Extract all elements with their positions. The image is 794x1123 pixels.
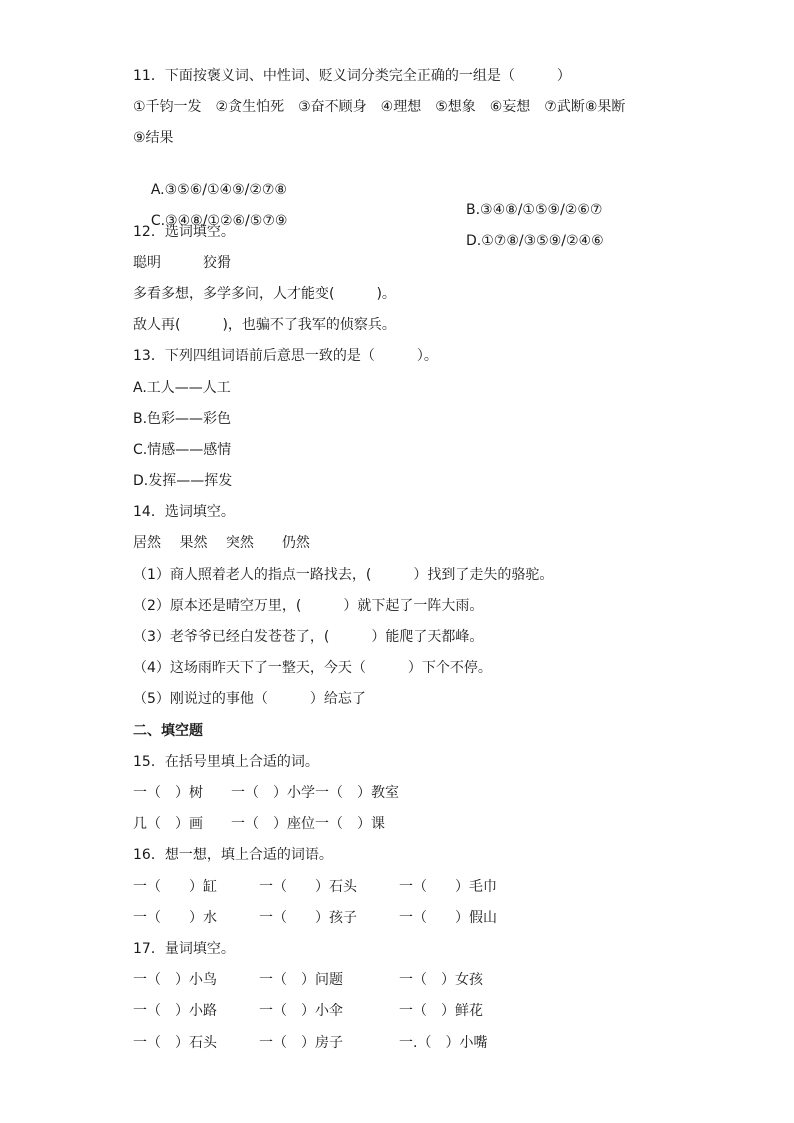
question-16-row-1: 一（ ）缸 一（ ）石头 一（ ）毛巾 bbox=[133, 879, 497, 895]
question-12-word-bank: 聪明 狡猾 bbox=[133, 255, 231, 271]
question-11-items: ①千钧一发 ②贪生怕死 ③奋不顾身 ④理想 ⑤想象 ⑥妄想 ⑦武断⑧果断 bbox=[133, 99, 626, 115]
question-12-stem: 12．选词填空。 bbox=[133, 224, 235, 240]
section-heading-fill-blank: 二、填空题 bbox=[133, 723, 203, 739]
question-14-item-4: （4）这场雨昨天下了一整天，今天（ ）下个不停。 bbox=[133, 660, 492, 676]
question-17-row-3: 一（ ）石头 一（ ）房子 一.（ ）小嘴 bbox=[133, 1035, 488, 1051]
question-11-stem: 11．下面按褒义词、中性词、贬义词分类完全正确的一组是（ ） bbox=[133, 68, 571, 84]
question-14-item-3: （3）老爷爷已经白发苍苍了，( ）能爬了天都峰。 bbox=[133, 629, 484, 645]
question-16-row-2: 一（ ）水 一（ ）孩子 一（ ）假山 bbox=[133, 910, 497, 926]
question-11-option-c: C.③④⑧/①②⑥/⑤⑦⑨ bbox=[150, 213, 288, 229]
question-11-items-cont: ⑨结果 bbox=[133, 130, 174, 146]
question-17-row-1: 一（ ）小鸟 一（ ）问题 一（ ）女孩 bbox=[133, 972, 483, 988]
question-14-word-bank: 居然 果然 突然 仍然 bbox=[133, 535, 310, 551]
question-13-option-c: C.情感——感情 bbox=[133, 442, 232, 458]
question-14-item-2: （2）原本还是晴空万里，( ）就下起了一阵大雨。 bbox=[133, 598, 484, 614]
question-14-item-1: （1）商人照着老人的指点一路找去，( ）找到了走失的骆驼。 bbox=[133, 567, 554, 583]
question-14-item-5: （5）刚说过的事他（ ）给忘了 bbox=[133, 691, 366, 707]
question-17-stem: 17．量词填空。 bbox=[133, 941, 235, 957]
question-14-stem: 14．选词填空。 bbox=[133, 504, 235, 520]
question-12-sentence-1: 多看多想，多学多问，人才能变( )。 bbox=[133, 286, 396, 302]
question-11-option-b: B.③④⑧/①⑤⑨/②⑥⑦ bbox=[466, 202, 603, 218]
question-16-stem: 16．想一想，填上合适的词语。 bbox=[133, 847, 333, 863]
question-12-sentence-2: 敌人再( )，也骗不了我军的侦察兵。 bbox=[133, 317, 396, 333]
question-11-option-d: D.①⑦⑧/③⑤⑨/②④⑥ bbox=[466, 233, 604, 249]
question-15-stem: 15．在括号里填上合适的词。 bbox=[133, 754, 319, 770]
question-11-option-a: A.③⑤⑥/①④⑨/②⑦⑧ bbox=[150, 182, 287, 198]
question-13-option-d: D.发挥——挥发 bbox=[133, 473, 233, 489]
question-15-row-2: 几（ ）画 一（ ）座位一（ ）课 bbox=[133, 816, 385, 832]
question-15-row-1: 一（ ）树 一（ ）小学一（ ）教室 bbox=[133, 785, 399, 801]
question-13-option-b: B.色彩——彩色 bbox=[133, 411, 232, 427]
question-17-row-2: 一（ ）小路 一（ ）小伞 一（ ）鲜花 bbox=[133, 1003, 483, 1019]
question-13-option-a: A.工人——人工 bbox=[133, 380, 231, 396]
question-13-stem: 13．下列四组词语前后意思一致的是（ ）。 bbox=[133, 348, 438, 364]
